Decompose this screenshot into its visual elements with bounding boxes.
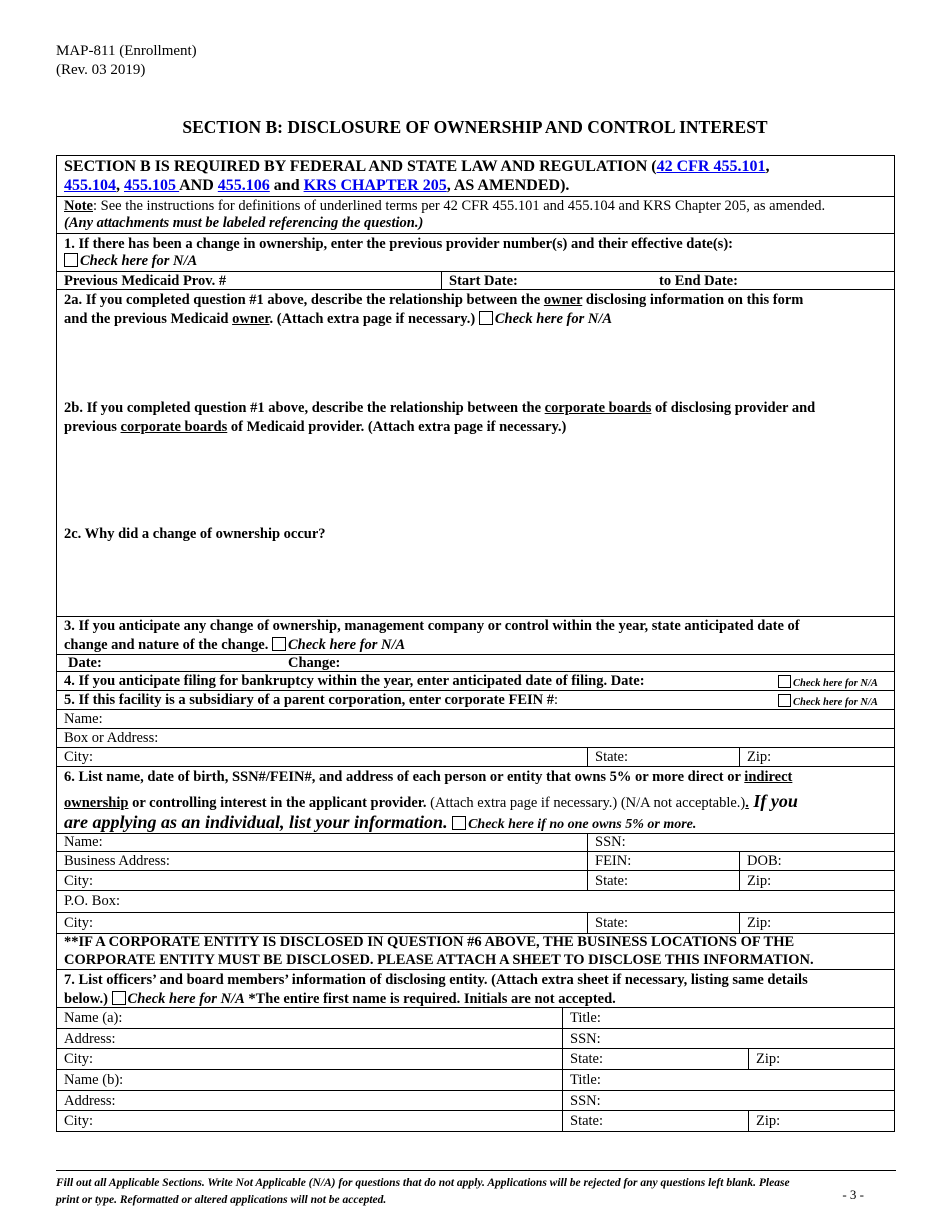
q6-pobox-row (56, 891, 895, 913)
q7-title-a-label: Title: (570, 1010, 601, 1026)
q5-name-row (56, 710, 895, 729)
q6-city-label: City: (64, 873, 94, 889)
q7-city-a-row (56, 1049, 895, 1070)
footer-line1: Fill out all Applicable Sections. Write Not Applicable (N/A) for questions that do not apply. Applications will be rejected for any questions left blank. Please (56, 1177, 790, 1189)
q6-zip2-label: Zip: (747, 915, 772, 931)
q4-row (56, 672, 895, 691)
q7-city-b-row (56, 1111, 895, 1132)
link-42cfr455-101[interactable]: 42 CFR 455.101 (656, 158, 766, 175)
q1-fields-row (56, 272, 895, 290)
q7-ssn-a-label: SSN: (570, 1031, 601, 1047)
q5-row (56, 691, 895, 710)
q7-name-a-row (56, 1008, 895, 1029)
footer-note (56, 1170, 896, 1209)
form-header (56, 42, 197, 80)
q5-name-label: Name: (64, 711, 103, 727)
q2c-text: 2c. Why did a change of ownership occur? (64, 526, 326, 542)
q5-city-row (56, 748, 895, 767)
q3-change-label: Change: (288, 655, 341, 671)
q4-na: Check here for N/A (778, 675, 878, 689)
q6-na-checkbox[interactable] (452, 816, 466, 830)
q7-name-a-label: Name (a): (64, 1010, 123, 1026)
q7-na-checkbox[interactable] (112, 991, 126, 1005)
link-455-105[interactable]: 455.105 (124, 176, 180, 194)
q1-na: Check here for N/A (64, 253, 197, 270)
q6-row (56, 767, 895, 834)
q6-line2: ownership or controlling interest in the applicant provider. (Attach extra page if necessary.) (N/A not acceptable.). If you (64, 791, 798, 811)
q5-zip-label: Zip: (747, 749, 772, 765)
q4-text: 4. If you anticipate filing for bankruptcy within the year, enter anticipated date of filing. Date: (64, 673, 645, 689)
q7-addr-b-row (56, 1091, 895, 1111)
q5-na-checkbox[interactable] (778, 694, 791, 707)
q6-city2-row (56, 913, 895, 934)
q7-ssn-b-label: SSN: (570, 1093, 601, 1109)
q7-row (56, 970, 895, 1008)
q6-pobox-label: P.O. Box: (64, 893, 121, 909)
q7-state-a-label: State: (570, 1051, 604, 1067)
note-text: Note: See the instructions for definitions of underlined terms per 42 CFR 455.101 and 455.104 and KRS Chapter 205, as amended. (Any attachments must be labeled referencing the question.) (64, 198, 826, 231)
q6-city-row (56, 871, 895, 891)
q1-na-checkbox[interactable] (64, 253, 78, 267)
q6-zip-label: Zip: (747, 873, 772, 889)
q6-city2-label: City: (64, 915, 94, 931)
q6-name-label: Name: (64, 834, 103, 850)
end-date-label: to End Date: (659, 273, 738, 289)
link-krs-chapter-205[interactable]: KRS CHAPTER 205 (303, 176, 447, 194)
start-date-label: Start Date: (449, 273, 518, 289)
q5-state-label: State: (595, 749, 629, 765)
q6-biz-row (56, 852, 895, 871)
q6-dob-label: DOB: (747, 853, 782, 869)
link-455-104[interactable]: 455.104 (64, 176, 116, 194)
q7-name-b-row (56, 1070, 895, 1091)
q5-box-label: Box or Address: (64, 730, 159, 746)
q6-line1: 6. List name, date of birth, SSN#/FEIN#, and address of each person or entity that owns 5% or more direct or indirect (64, 769, 793, 785)
section-title: SECTION B: DISCLOSURE OF OWNERSHIP AND CONTROL INTEREST (182, 117, 768, 137)
note-row (56, 197, 895, 234)
q7-name-b-label: Name (b): (64, 1072, 124, 1088)
q1-row (56, 234, 895, 272)
q5-text: 5. If this facility is a subsidiary of a parent corporation, enter corporate FEIN #: (64, 692, 559, 708)
required-row (56, 155, 895, 197)
q7-addr-a-label: Address: (64, 1031, 116, 1047)
q7-zip-a-label: Zip: (756, 1051, 781, 1067)
link-455-106[interactable]: 455.106 (217, 176, 270, 194)
q3-na-checkbox[interactable] (272, 637, 286, 651)
footer-line2: print or type. Reformatted or altered applications will not be accepted. (56, 1194, 387, 1206)
required-statement: SECTION B IS REQUIRED BY FEDERAL AND STATE LAW AND REGULATION (42 CFR 455.101, 455.104, 455.105 AND 455.106 and KRS CHAPTER 205, AS AMENDED). (64, 158, 770, 194)
q7-city-b-label: City: (64, 1113, 94, 1129)
q6-state-label: State: (595, 873, 629, 889)
q5-box-row (56, 729, 895, 748)
q7-text: 7. List officers’ and board members’ information of disclosing entity. (Attach extra sheet if necessary, listing same details below.) Check here for N/A *The entire first name is required. Initials are not accepted. (64, 972, 808, 1007)
corp-notice-row (56, 934, 895, 970)
q7-title-b-label: Title: (570, 1072, 601, 1088)
q7-zip-b-label: Zip: (756, 1113, 781, 1129)
q7-city-a-label: City: (64, 1051, 94, 1067)
q2a-na-checkbox[interactable] (479, 311, 493, 325)
q7-addr-a-row (56, 1029, 895, 1049)
q7-state-b-label: State: (570, 1113, 604, 1129)
prev-prov-label: Previous Medicaid Prov. # (64, 273, 227, 289)
q6-name-row (56, 834, 895, 852)
page-number: - 3 - (842, 1187, 864, 1202)
q3-text: 3. If you anticipate any change of ownership, management company or control within the year, state anticipated date of change and nature of the change. Check here for N/A (64, 618, 800, 653)
q2a-text: 2a. If you completed question #1 above, describe the relationship between the owner disclosing information on this form and the previous Medicaid owner. (Attach extra page if necessary.) Check here for N/A (64, 292, 804, 327)
q5-na: Check here for N/A (778, 694, 878, 708)
q2-block (56, 290, 895, 617)
q3-row (56, 617, 895, 655)
q5-city-label: City: (64, 749, 94, 765)
q6-state2-label: State: (595, 915, 629, 931)
q6-fein-label: FEIN: (595, 853, 632, 869)
q2b-text: 2b. If you completed question #1 above, describe the relationship between the corporate boards of disclosing provider and previous corporate boards of Medicaid provider. (Attach extra page if necessary.) (64, 400, 816, 435)
form-id: MAP-811 (Enrollment) (56, 43, 197, 59)
q6-line3: are applying as an individual, list your information. Check here if no one owns 5% or more. (64, 812, 697, 832)
q3-fields-row (56, 655, 895, 672)
q6-biz-label: Business Address: (64, 853, 170, 869)
q6-ssn-label: SSN: (595, 834, 626, 850)
q3-date-label: Date: (68, 655, 102, 671)
corp-notice: **IF A CORPORATE ENTITY IS DISCLOSED IN QUESTION #6 ABOVE, THE BUSINESS LOCATIONS OF THE CORPORATE ENTITY MUST BE DISCLOSED. PLEASE ATTACH A SHEET TO DISCLOSE THIS INFORMATION. (64, 934, 814, 968)
q7-addr-b-label: Address: (64, 1093, 116, 1109)
q4-na-checkbox[interactable] (778, 675, 791, 688)
q1-text: 1. If there has been a change in ownership, enter the previous provider number(s) and their effective date(s): (64, 236, 733, 252)
form-revision: (Rev. 03 2019) (56, 62, 146, 78)
